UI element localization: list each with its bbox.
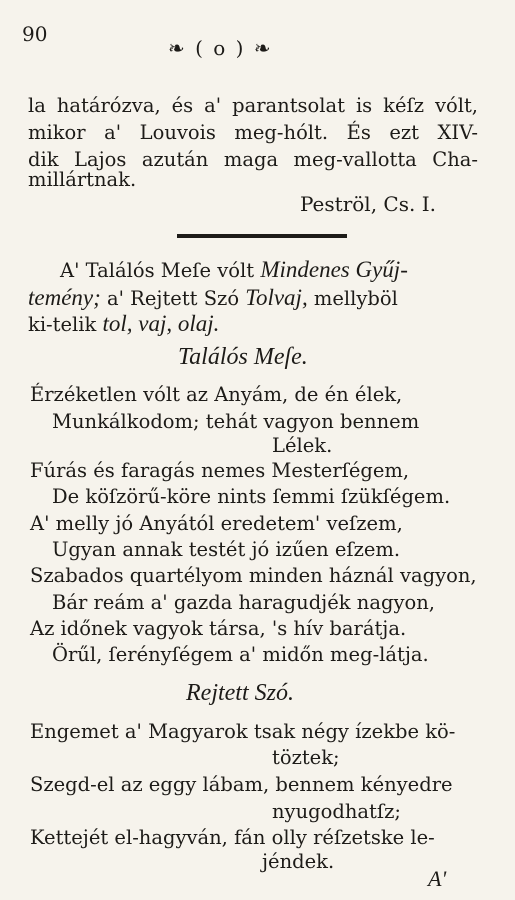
- para1-line-4: millártnak.: [28, 168, 137, 191]
- para2-line-1: [60, 256, 408, 284]
- para2-line2-suffix: mellyböl: [313, 287, 398, 310]
- riddle-line-2: Munkálkodom; tehát vagyon bennem: [52, 410, 420, 433]
- para2-line1-italic: Mindenes Gyűj-: [260, 257, 408, 282]
- riddle-line-10: Az időnek vagyok társa, 's hív barátja.: [30, 617, 407, 640]
- para2-line1-prefix: A' Találós Meſe vólt: [60, 259, 255, 282]
- para2-line-2: [28, 284, 398, 312]
- para2-line2-italic2: Tolvaj,: [245, 285, 308, 310]
- para2-line3-prefix: ki-telik: [28, 313, 97, 336]
- riddle-line-5: De köſzörű-köre nints ſemmi ſzükſégem.: [52, 485, 451, 508]
- para2-line-3: [28, 310, 219, 338]
- hidden-word-line-3: Szegd-el az eggy lábam, bennem kényedre: [30, 773, 453, 796]
- para1-line-2: mikor a' Louvois meg-hólt. És ezt XIV-: [28, 121, 478, 144]
- hidden-word-line-6: jéndek.: [262, 850, 335, 873]
- para1-line-1: la határózva, és a' parantsolat is kéſz vólt,: [28, 94, 478, 117]
- section-divider: [177, 234, 347, 238]
- hidden-word-line-4: nyugodhatſz;: [272, 800, 401, 823]
- riddle-line-4: Fúrás és faragás nemes Mesterſégem,: [30, 459, 410, 482]
- hidden-word-line-1: Engemet a' Magyarok tsak négy ízekbe kö-: [30, 720, 456, 743]
- para2-line2-mid: a' Rejtett Szó: [107, 287, 240, 310]
- riddle-line-6: A' melly jó Anyától eredetem' veſzem,: [30, 512, 403, 535]
- page-number: 90: [22, 22, 48, 46]
- riddle-line-8: Szabados quartélyom minden háznál vagyon,: [30, 564, 477, 587]
- riddle-title: Találós Meſe.: [178, 344, 308, 370]
- hidden-word-title: Rejtett Szó.: [186, 680, 294, 706]
- signature: Peströl, Cs. I.: [300, 192, 436, 216]
- riddle-line-1: Érzéketlen vólt az Anyám, de én élek,: [30, 383, 403, 406]
- para1-line-3: dik Lajos azután maga meg-vallotta Cha-: [28, 148, 478, 171]
- para2-line3-italic: tol, vaj, olaj.: [102, 311, 220, 336]
- header-ornament: ❧ ( o ) ❧: [168, 36, 273, 60]
- catchword: A': [428, 866, 447, 891]
- riddle-line-11: Örűl, ſerényſégem a' midőn meg-látja.: [52, 643, 429, 666]
- riddle-line-3: Lélek.: [272, 434, 333, 457]
- riddle-line-7: Ugyan annak testét jó izűen eſzem.: [52, 538, 401, 561]
- para2-line2-italic: temény;: [28, 285, 101, 310]
- hidden-word-line-5: Kettejét el-hagyván, fán olly réſzetske le-: [30, 826, 435, 849]
- riddle-line-9: Bár reám a' gazda haragudjék nagyon,: [52, 591, 435, 614]
- hidden-word-line-2: töztek;: [272, 746, 340, 769]
